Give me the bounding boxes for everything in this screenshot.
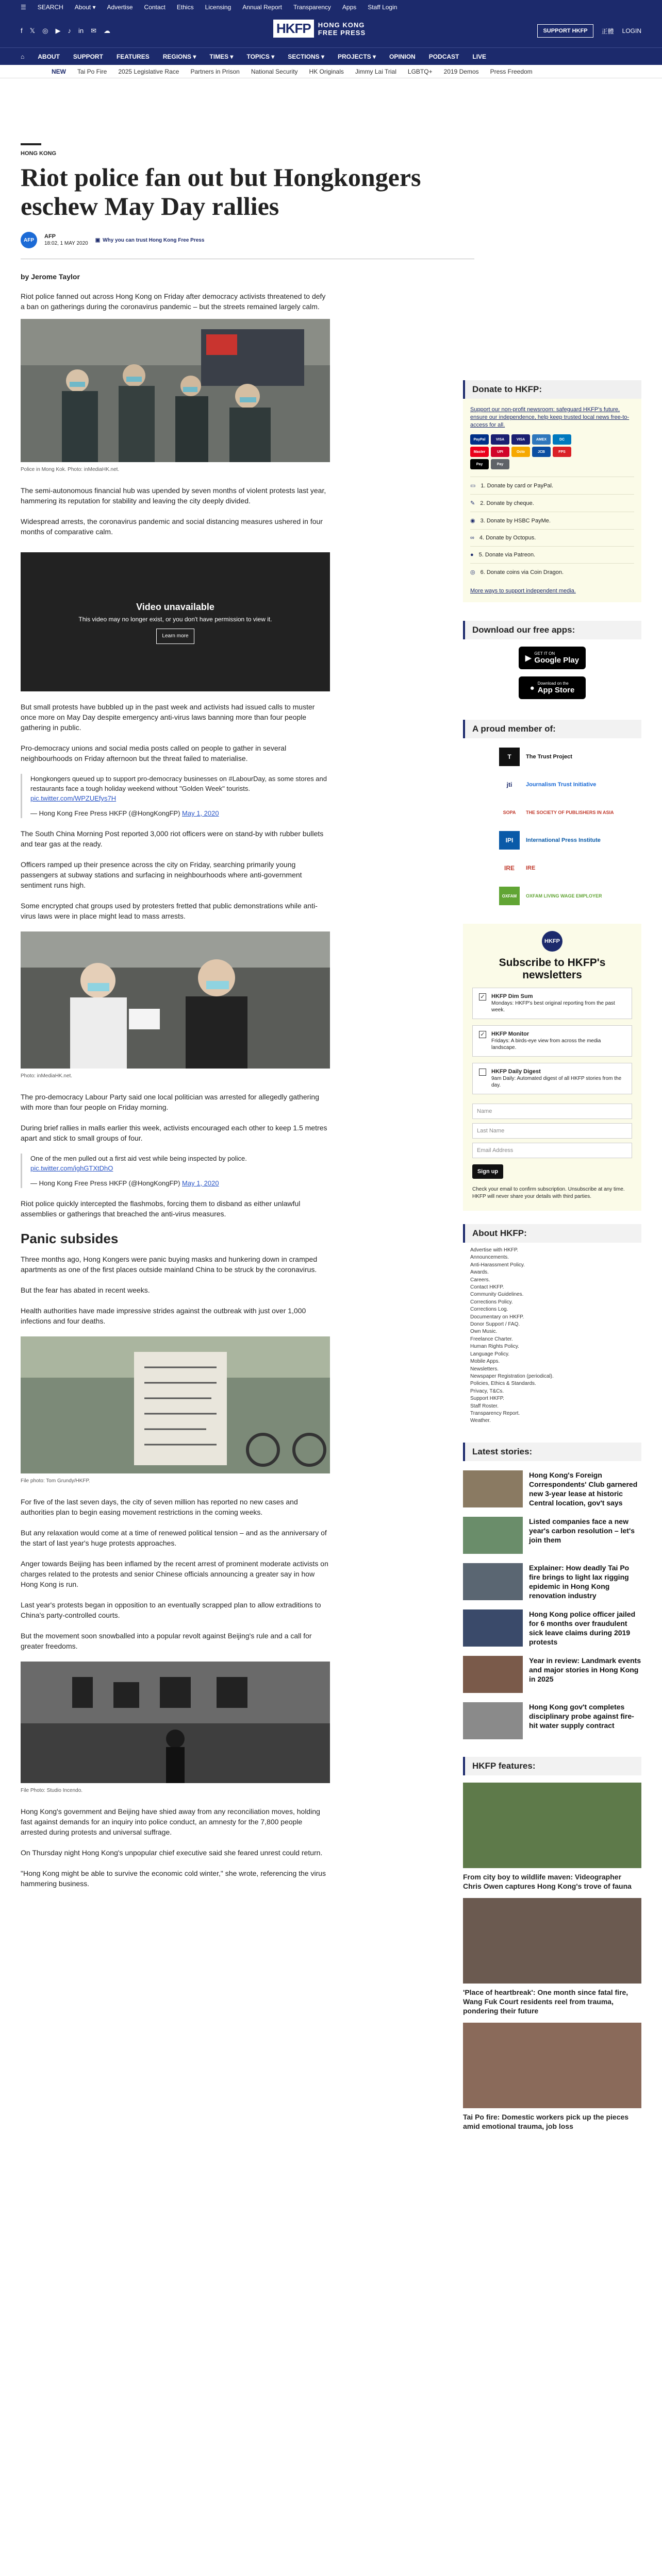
sopa-icon: SOPA	[503, 810, 516, 815]
feature-title: Tai Po fire: Domestic workers pick up the pieces amid emotional trauma, job loss	[463, 2112, 629, 2130]
about-link[interactable]: Documentary on HKFP.	[470, 1314, 524, 1320]
about-link[interactable]: Freelance Charter.	[470, 1336, 513, 1342]
newsletter-logo: HKFP	[542, 931, 562, 952]
latest-story[interactable]	[463, 1470, 641, 1507]
donate-option-label: 3. Donate by HSBC PayMe.	[480, 517, 551, 524]
email-input[interactable]: Email Address	[472, 1143, 632, 1158]
about-link[interactable]: Donor Support / FAQ.	[470, 1321, 520, 1328]
about-link[interactable]: Newspaper Registration (periodical).	[470, 1373, 554, 1379]
appstore-label: App Store	[537, 686, 575, 694]
mastercard-icon: Master	[470, 447, 489, 457]
photo-caption: File photo: Tom Grundy/HKFP.	[21, 1478, 90, 1484]
notice-photo	[21, 1336, 330, 1473]
tweet-author: — Hong Kong Free Press HKFP (@HongKongFP)	[30, 1179, 180, 1187]
logo-line-1: HONG KONG	[318, 21, 365, 29]
jti-icon: jti	[506, 781, 512, 788]
tweet-text: One of the men pulled out a first aid vest while being inspected by police.	[30, 1155, 247, 1162]
byline-source[interactable]: AFP	[44, 233, 56, 240]
search-link[interactable]: SEARCH	[37, 4, 63, 11]
trending-item[interactable]: HK Originals	[309, 67, 344, 75]
latest-story[interactable]	[463, 1563, 641, 1600]
paragraph: Officers ramped up their presence across the city on Friday, searching primarily young passengers at subway stations and surfacing in neighbourhoods where anti-government sentiment runs high.	[21, 860, 302, 889]
member-label: IRE	[526, 865, 536, 871]
language-toggle[interactable]: 正體	[601, 27, 614, 35]
trending-item[interactable]: Press Freedom	[490, 67, 533, 75]
video-learn-more[interactable]: Learn more	[156, 629, 194, 644]
member-label: THE SOCIETY OF PUBLISHERS IN ASIA	[526, 810, 614, 815]
paragraph: Hong Kong's government and Beijing have shied away from any reconciliation moves, holding fast against demands for an inquiry into police conduct, an amnesty for the 7,800 people arrested during protests and universal suffrage.	[21, 1807, 320, 1836]
member-logo[interactable]	[499, 887, 641, 905]
features-heading: HKFP features:	[463, 1757, 641, 1775]
paragraph: The semi-autonomous financial hub was upended by seven months of violent protests last year, hammering its reputation for stability and leaving the city deeply divided.	[21, 486, 326, 505]
unionpay-icon: UPI	[491, 447, 509, 457]
story-thumbnail	[463, 1656, 523, 1693]
topbar-licensing[interactable]: Licensing	[205, 4, 231, 11]
donate-widget	[463, 380, 641, 602]
support-button[interactable]: SUPPORT HKFP	[537, 24, 593, 38]
about-link[interactable]: Announcements.	[470, 1255, 509, 1261]
street-photo-art	[21, 1662, 330, 1783]
donate-link[interactable]: Support our non-profit newsroom: safeguard HKFP's future, ensure our independence, help keep trusted local news free-to-access for all.	[470, 406, 630, 428]
oxfam-icon: OXFAM	[499, 887, 520, 905]
about-link[interactable]: Privacy, T&Cs.	[470, 1388, 504, 1394]
embedded-tweet	[21, 774, 330, 818]
applepay-icon: Pay	[470, 459, 489, 469]
article-author[interactable]: by Jerome Taylor	[21, 273, 80, 281]
paragraph: Widespread arrests, the coronavirus pandemic and social distancing measures ushered in four months of comparative calm.	[21, 517, 323, 536]
google-play-button[interactable]	[519, 647, 586, 669]
member-logo[interactable]	[499, 831, 641, 850]
nav-live[interactable]: LIVE	[472, 53, 487, 60]
tweet-author: — Hong Kong Free Press HKFP (@HongKongFP)	[30, 809, 180, 817]
about-link[interactable]: Weather.	[470, 1418, 491, 1424]
about-link[interactable]: Corrections Policy.	[470, 1299, 513, 1305]
instagram-icon[interactable]: ◎	[42, 27, 48, 35]
trending-item[interactable]: Tai Po Fire	[77, 67, 107, 75]
tweet-link[interactable]: pic.twitter.com/ighGTXtDhO	[30, 1164, 113, 1172]
paragraph: For five of the last seven days, the city of seven million has reported no new cases and authorities plan to begin easing movement restrictions in the coming weeks.	[21, 1498, 298, 1516]
topbar-apps[interactable]: Apps	[342, 4, 357, 11]
ipi-icon: IPI	[499, 831, 520, 850]
about-link[interactable]: Human Rights Policy.	[470, 1344, 519, 1350]
trending-item[interactable]: 2019 Demos	[443, 67, 479, 75]
about-link[interactable]: Mobile Apps.	[470, 1359, 500, 1365]
embedded-video[interactable]	[21, 552, 330, 691]
about-heading: About HKFP:	[463, 1224, 641, 1243]
sidebar	[463, 380, 641, 2131]
nav-features[interactable]: FEATURES	[116, 53, 150, 60]
story-title: Hong Kong police officer jailed for 6 months over fraudulent sick leave claims during 2019 protests	[529, 1609, 636, 1646]
paragraph: The pro-democracy Labour Party said one local politician was arrested for allegedly gathering with more than four people on Friday morning.	[21, 1093, 319, 1111]
nav-sections[interactable]: SECTIONS ▾	[288, 53, 324, 60]
protest-street-photo	[21, 1662, 330, 1783]
member-logo[interactable]	[499, 803, 641, 822]
trending-item[interactable]: Jimmy Lai Trial	[355, 67, 396, 75]
feature-image	[463, 2023, 641, 2108]
about-link[interactable]: Language Policy.	[470, 1351, 509, 1357]
about-link[interactable]: Policies, Ethics & Standards.	[470, 1381, 536, 1387]
octopus-icon: Octo	[511, 447, 530, 457]
about-link[interactable]: Careers.	[470, 1277, 490, 1283]
feature-image	[463, 1898, 641, 1984]
about-link[interactable]: Contact HKFP.	[470, 1284, 504, 1291]
fps-icon: FPS	[553, 447, 571, 457]
paragraph: "Hong Kong might be able to survive the economic cold winter," she wrote, referencing the virus hammering business.	[21, 1869, 326, 1888]
newsletter-option[interactable]	[472, 1025, 632, 1057]
facebook-icon[interactable]: f	[21, 27, 23, 35]
feature-story[interactable]	[463, 1783, 641, 1891]
paragraph: But the fear has abated in recent weeks.	[21, 1286, 150, 1294]
feature-title: 'Place of heartbreak': One month since fatal fire, Wang Fuk Court residents reel from trauma, pondering their future	[463, 1988, 628, 2015]
nav-projects[interactable]: PROJECTS ▾	[337, 53, 376, 60]
more-support-link[interactable]: More ways to support independent media.	[470, 588, 576, 594]
donate-option-label: 4. Donate by Octopus.	[479, 535, 536, 541]
option-name: HKFP Dim Sum	[491, 993, 533, 999]
section-heading: Panic subsides	[21, 1231, 119, 1246]
paragraph: Some encrypted chat groups used by protesters fretted that public demonstrations while anti-virus laws were in place might lead to mass arrests.	[21, 902, 318, 920]
visa-icon: VISA	[511, 434, 530, 445]
social-icons	[21, 27, 110, 35]
donate-option[interactable]	[470, 546, 634, 563]
embedded-tweet	[21, 1154, 330, 1188]
login-link[interactable]: LOGIN	[622, 27, 641, 35]
article-title: Riot police fan out but Hongkongers eschew May Day rallies	[21, 163, 421, 221]
donate-option-label: 2. Donate by cheque.	[480, 500, 534, 506]
topbar-staff-login[interactable]: Staff Login	[368, 4, 398, 11]
x-icon[interactable]: 𝕏	[29, 27, 36, 35]
about-link[interactable]: Advertise with HKFP.	[470, 1247, 519, 1253]
paragraph: Riot police quickly intercepted the flashmobs, forcing them to disband as either unlawful assemblies or gatherings that breached the anti-virus measures.	[21, 1199, 301, 1218]
article-body	[21, 291, 330, 1889]
tiktok-icon[interactable]: ♪	[68, 27, 71, 35]
nav-podcast[interactable]: PODCAST	[428, 53, 459, 60]
amex-icon: AMEX	[532, 434, 551, 445]
police-photo	[21, 319, 330, 462]
newsletter-widget	[463, 924, 641, 1211]
newsletter-option[interactable]	[472, 1063, 632, 1094]
about-link[interactable]: Anti-Harassment Policy.	[470, 1262, 525, 1268]
story-thumbnail	[463, 1702, 523, 1739]
paragraph: During brief rallies in malls earlier this week, activists encouraged each other to keep 1.5 metres apart and stick to small groups of four.	[21, 1124, 327, 1142]
payment-cards	[470, 434, 584, 469]
story-title: Hong Kong gov't completes disciplinary probe against fire-hit water supply contract	[529, 1702, 634, 1730]
story-thumbnail	[463, 1563, 523, 1600]
member-label: Journalism Trust Initiative	[526, 782, 597, 788]
octopus-icon: ∞	[470, 535, 474, 541]
gplay-label: Google Play	[534, 656, 580, 665]
about-link[interactable]: Community Guidelines.	[470, 1292, 524, 1298]
author-avatar: AFP	[21, 232, 37, 248]
play-icon: ▶	[525, 654, 532, 663]
option-desc: Fridays: A birds-eye view from across the media landscape.	[491, 1038, 601, 1050]
patreon-icon: ●	[470, 552, 474, 558]
donate-option[interactable]	[470, 494, 634, 512]
about-link[interactable]: Newsletters.	[470, 1366, 499, 1372]
paragraph: Three months ago, Hong Kongers were panic buying masks and hunkering down in cramped apartments as one of the first places outside mainland China to be struck by the coronavirus.	[21, 1255, 318, 1274]
donate-option[interactable]	[470, 529, 634, 546]
option-name: HKFP Monitor	[491, 1031, 529, 1037]
page-main	[0, 143, 662, 2130]
paragraph: But the movement soon snowballed into a popular revolt against Beijing's rule and a call for greater freedoms.	[21, 1632, 312, 1650]
about-links	[463, 1247, 641, 1425]
member-label: OXFAM LIVING WAGE EMPLOYER	[526, 893, 602, 899]
logo-mark: HKFP	[273, 20, 314, 38]
latest-heading: Latest stories:	[463, 1443, 641, 1461]
option-desc: 9am Daily: Automated digest of all HKFP stories from the day.	[491, 1076, 622, 1088]
nav-about[interactable]: ABOUT	[38, 53, 60, 60]
bluesky-icon[interactable]: ☁	[103, 27, 110, 35]
linkedin-icon[interactable]: in	[78, 27, 84, 35]
visa-icon: VISA	[491, 434, 509, 445]
story-title: Year in review: Landmark events and major stories in Hong Kong in 2025	[529, 1656, 641, 1683]
about-link[interactable]: Awards.	[470, 1269, 489, 1276]
youtube-icon[interactable]: ▶	[55, 27, 61, 35]
story-title: Listed companies face a new year's carbon resolution – let's join them	[529, 1517, 635, 1544]
about-link[interactable]: Corrections Log.	[470, 1307, 508, 1313]
paypal-icon: PayPal	[470, 434, 489, 445]
latest-story[interactable]	[463, 1656, 641, 1693]
masthead	[0, 14, 662, 47]
apple-icon: ●	[529, 683, 535, 692]
paragraph: Anger towards Beijing has been inflamed by the recent arrest of prominent moderate activists on charges related to the protests and senior Chinese officials announcing a greater say in how Hong Kong is run.	[21, 1560, 328, 1588]
photo-caption: Police in Mong Kok. Photo: inMediaHK.net.	[21, 467, 120, 472]
tweet-link[interactable]: pic.twitter.com/WPZUEfys7H	[30, 794, 117, 802]
appstore-small: Download on the	[537, 681, 569, 686]
about-link[interactable]: Own Music.	[470, 1329, 498, 1335]
feature-title: From city boy to wildlife maven: Videographer Chris Owen captures Hong Kong's trove of fauna	[463, 1872, 632, 1890]
payme-icon: ◉	[470, 518, 475, 524]
story-thumbnail	[463, 1470, 523, 1507]
trending-item[interactable]: LGBTQ+	[407, 67, 433, 75]
latest-story[interactable]	[463, 1517, 641, 1554]
member-label: The Trust Project	[526, 754, 572, 760]
trending-item[interactable]: National Security	[251, 67, 298, 75]
police-photo-art	[21, 319, 330, 462]
about-link[interactable]: Support HKFP.	[470, 1396, 504, 1402]
paragraph: Riot police fanned out across Hong Kong on Friday after democracy activists threatened to defy a ban on gatherings during the coronavirus pandemic – but the streets remained largely calm.	[21, 292, 326, 311]
donate-option[interactable]	[470, 477, 634, 494]
paragraph: Last year's protests began in opposition to an eventually scrapped plan to allow extraditions to China's party-controlled courts.	[21, 1601, 321, 1619]
story-title: Hong Kong's Foreign Correspondents' Club garnered new 3-year lease at historic Central location, gov't says	[529, 1470, 638, 1507]
cheque-icon: ✎	[470, 500, 475, 506]
topbar-about[interactable]: About ▾	[74, 4, 96, 11]
trust-project-icon: T	[499, 748, 520, 766]
tweet-date[interactable]: May 1, 2020	[182, 1179, 219, 1187]
paragraph: Pro-democracy unions and social media posts called on people to gather in several neighbourhoods on Friday afternoon but the threat failed to materialise.	[21, 744, 287, 762]
trending-item[interactable]: 2025 Legislative Race	[118, 67, 179, 75]
photo-caption: File Photo: Studio Incendo.	[21, 1788, 83, 1793]
googlepay-icon: Pay	[491, 459, 509, 469]
email-icon[interactable]: ✉	[91, 27, 96, 35]
video-subtitle: This video may no longer exist, or you don't have permission to view it.	[78, 616, 272, 623]
nav-times[interactable]: TIMES ▾	[209, 53, 234, 60]
member-logo[interactable]	[499, 748, 641, 766]
jcb-icon: JCB	[532, 447, 551, 457]
nav-regions[interactable]: REGIONS ▾	[162, 53, 196, 60]
trending-bar	[0, 65, 662, 78]
trending-item[interactable]: Partners in Prison	[190, 67, 240, 75]
newsletter-fine-print: Check your email to confirm subscription. Unsubscribe at any time. HKFP will never share your details with third parties.	[472, 1187, 625, 1199]
checkbox-unchecked[interactable]	[479, 1069, 486, 1076]
protesters-photo	[21, 931, 330, 1069]
tweet-text: Hongkongers queued up to support pro-democracy businesses on #LabourDay, as some stores and restaurants face a tough holiday weekend without "Golden Week" tourists.	[30, 775, 327, 792]
about-link[interactable]: Staff Roster.	[470, 1403, 499, 1409]
trust-link[interactable]	[95, 238, 205, 243]
card-icon: ▭	[470, 483, 476, 489]
feature-story[interactable]	[463, 2023, 641, 2131]
checkbox-checked[interactable]: ✓	[479, 993, 486, 1001]
story-thumbnail	[463, 1517, 523, 1554]
latest-story[interactable]	[463, 1609, 641, 1647]
topbar-annual-report[interactable]: Annual Report	[242, 4, 282, 11]
latest-list	[463, 1470, 641, 1739]
gplay-small: GET IT ON	[534, 651, 555, 656]
about-link[interactable]: Transparency Report.	[470, 1410, 520, 1416]
paragraph: The South China Morning Post reported 3,000 riot officers were on stand-by with rubber bullets and tear gas at the ready.	[21, 829, 324, 848]
paragraph: But small protests have bubbled up in the past week and activists had issued calls to muster once more on May Day despite emergency anti-virus laws banning more than four people gathering in public.	[21, 703, 315, 732]
trending-label: NEW	[52, 67, 66, 75]
nav-opinion[interactable]: OPINION	[389, 53, 416, 60]
trust-label: Why you can trust Hong Kong Free Press	[103, 237, 205, 243]
donate-options	[470, 477, 634, 581]
last-name-input[interactable]: Last Name	[472, 1123, 632, 1139]
site-logo[interactable]	[273, 20, 366, 38]
donate-option-label: 6. Donate coins via Coin Dragon.	[480, 569, 564, 575]
nav-home-icon[interactable]: ⌂	[21, 53, 25, 60]
member-logo[interactable]	[499, 859, 641, 877]
donate-heading: Donate to HKFP:	[463, 380, 641, 399]
donate-option-label: 5. Donate via Patreon.	[478, 552, 536, 558]
notice-photo-art	[21, 1336, 330, 1473]
signup-button[interactable]: Sign up	[472, 1164, 503, 1179]
option-name: HKFP Daily Digest	[491, 1069, 541, 1075]
nav-topics[interactable]: TOPICS ▾	[246, 53, 275, 60]
donate-option[interactable]	[470, 512, 634, 529]
story-thumbnail	[463, 1609, 523, 1647]
diners-icon: DC	[553, 434, 571, 445]
photo-caption: Photo: inMediaHK.net.	[21, 1073, 73, 1079]
trust-icon: ▣	[95, 237, 101, 243]
checkbox-checked[interactable]: ✓	[479, 1031, 486, 1038]
protesters-photo-art	[21, 931, 330, 1069]
member-logo[interactable]	[499, 775, 641, 794]
paragraph: Health authorities have made impressive strides against the outbreak with just over 1,000 infections and four deaths.	[21, 1307, 306, 1325]
member-label: International Press Institute	[526, 837, 601, 843]
main-nav	[0, 47, 662, 65]
story-title: Explainer: How deadly Tai Po fire brings to light lax rigging epidemic in Hong Kong renovation industry	[529, 1563, 630, 1600]
feature-story[interactable]	[463, 1898, 641, 2015]
name-input[interactable]: Name	[472, 1104, 632, 1119]
member-heading: A proud member of:	[463, 720, 641, 738]
article-category[interactable]: HONG KONG	[21, 150, 57, 157]
topbar-transparency[interactable]: Transparency	[293, 4, 331, 11]
top-utility-bar	[0, 0, 662, 14]
donate-option-label: 1. Donate by card or PayPal.	[481, 482, 554, 489]
publish-date: 18:02, 1 MAY 2020	[44, 241, 88, 246]
option-desc: Mondays: HKFP's best original reporting from the past week.	[491, 1001, 615, 1013]
topbar-ethics[interactable]: Ethics	[176, 4, 194, 11]
paragraph: On Thursday night Hong Kong's unpopular chief executive said she feared unrest could return.	[21, 1849, 323, 1857]
nav-support[interactable]: SUPPORT	[73, 53, 103, 60]
category-rule	[21, 143, 41, 145]
ire-icon: IRE	[504, 865, 515, 872]
search-icon[interactable]: ☰	[21, 4, 26, 11]
topbar-contact[interactable]: Contact	[144, 4, 166, 11]
byline	[21, 232, 641, 248]
video-title: Video unavailable	[136, 602, 214, 612]
donate-option[interactable]	[470, 563, 634, 581]
logo-line-2: FREE PRESS	[318, 28, 366, 37]
topbar-advertise[interactable]: Advertise	[107, 4, 133, 11]
app-store-button[interactable]	[519, 676, 586, 699]
apps-heading: Download our free apps:	[463, 621, 641, 639]
newsletter-option[interactable]	[472, 988, 632, 1019]
coin-icon: ◎	[470, 569, 475, 575]
latest-story[interactable]	[463, 1702, 641, 1739]
tweet-date[interactable]: May 1, 2020	[182, 809, 219, 817]
newsletter-title: Subscribe to HKFP's newsletters	[499, 957, 606, 981]
paragraph: But any relaxation would come at a time of renewed political tension – and as the anniversary of the start of last year's huge protests approaches.	[21, 1529, 327, 1547]
feature-image	[463, 1783, 641, 1868]
